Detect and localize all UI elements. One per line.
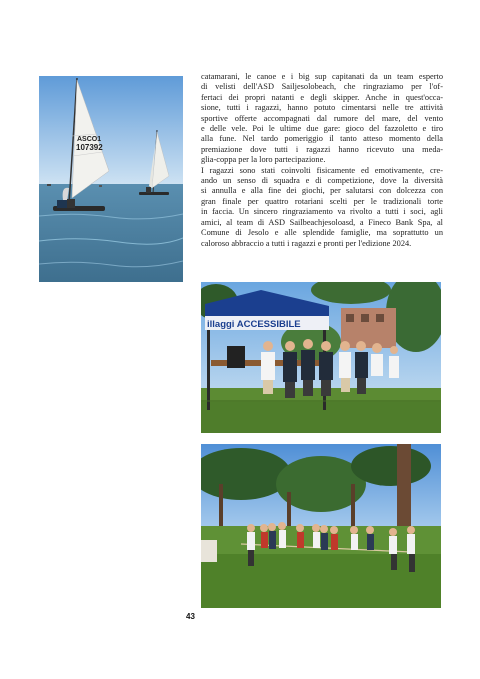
- sailing-photo: [39, 76, 183, 282]
- text-line: fertaci dei propri natanti e degli skipper. Anche in quest'occa-: [201, 92, 443, 102]
- sailing-photo-image: [39, 76, 183, 282]
- group-photo: [201, 282, 441, 433]
- text-line: amici, al team di ASD Sailbeachjesoloasd, a Fineco Bank Spa, al: [201, 217, 443, 227]
- group-photo-image: [201, 282, 441, 433]
- tent-banner-text: illaggi ACCESSIBILE: [207, 319, 301, 330]
- games-photo-image: [201, 444, 441, 608]
- text-line: di velisti dell'ASD Sailjesolobeach, che ringraziamo per l'of-: [201, 82, 443, 92]
- text-line: sione, tutti i ragazzi, hanno potuto cimentarsi nelle tre attività: [201, 103, 443, 113]
- text-line: e delle vele. Poi le ultime due gare: gioco del fazzoletto e tiro: [201, 124, 443, 134]
- text-line: Comune di Jesolo e alle splendide famiglie, ma soprattutto un: [201, 228, 443, 238]
- text-line: catamarani, le canoe e i big sup capitanati da un team esperto: [201, 72, 443, 81]
- text-line: premiazione dove tutti i ragazzi hanno ricevuto una meda-: [201, 144, 443, 154]
- games-photo: [201, 444, 441, 608]
- text-line: ando un senso di squadra e di competizione, dove la diversità: [201, 176, 443, 186]
- text-line: glia-coppa per la loro partecipazione.: [201, 155, 326, 165]
- sail-number-top: ASCO1: [77, 136, 102, 143]
- text-line: gran finale per quattro rotariani scelti per le tradizionali torte: [201, 196, 443, 206]
- sail-number: 107392: [76, 143, 103, 152]
- text-line: sportive offerte accompagnati dal rumore del mare, del vento: [201, 113, 443, 123]
- article-paragraph-1: [201, 72, 443, 166]
- text-line: in faccia. Un sincero ringraziamento va rivolto a tutti i soci, agli: [201, 207, 443, 217]
- text-line: si annulla e alla fine dei giochi, per salutarsi con dolcezza con: [201, 186, 443, 196]
- article-text: [201, 72, 443, 249]
- article-paragraph-2: [201, 166, 443, 249]
- text-line: alla fune. Nel tardo pomeriggio il tanto atteso momento della: [201, 134, 443, 144]
- page-number: 43: [186, 612, 195, 621]
- text-line: I ragazzi sono stati coinvolti fisicamente ed emotivamente, cre-: [201, 165, 443, 175]
- text-line: caloroso abbraccio a tutti i ragazzi e pronti per l'edizione 2024.: [201, 238, 412, 248]
